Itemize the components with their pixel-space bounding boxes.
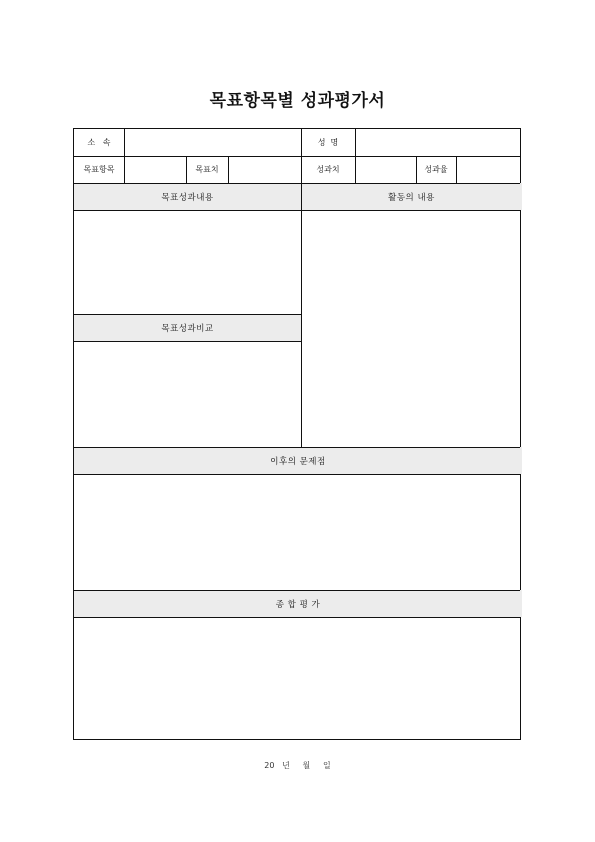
grid-line <box>456 156 457 183</box>
label-result-rate: 성과율 <box>424 165 448 174</box>
date-line: 20 년 월 일 <box>264 761 331 770</box>
area-activity-content[interactable] <box>301 210 522 447</box>
grid-line <box>74 617 520 618</box>
grid-line <box>74 156 520 157</box>
field-target-value[interactable] <box>228 156 301 183</box>
document-title: 목표항목별 성과평가서 <box>209 91 386 111</box>
area-target-content[interactable] <box>74 210 301 314</box>
grid-line <box>124 129 125 183</box>
grid-line <box>74 341 301 342</box>
field-affiliation[interactable] <box>124 129 301 156</box>
label-target-value: 목표치 <box>195 165 219 174</box>
field-result-value[interactable] <box>355 156 416 183</box>
grid-line <box>74 183 520 184</box>
header-activity-content: 활동의 내용 <box>301 183 522 210</box>
label-name: 성 명 <box>317 138 339 147</box>
area-future-issues[interactable] <box>74 474 522 590</box>
header-target-compare: 목표성과비교 <box>74 314 301 341</box>
grid-line <box>74 590 520 591</box>
area-target-compare[interactable] <box>74 341 301 447</box>
grid-line <box>355 129 356 183</box>
grid-line <box>301 129 302 447</box>
field-result-rate[interactable] <box>456 156 522 183</box>
grid-line <box>74 474 520 475</box>
label-result-value: 성과치 <box>316 165 340 174</box>
area-overall[interactable] <box>74 617 522 739</box>
field-name[interactable] <box>355 129 522 156</box>
header-overall: 종 합 평 가 <box>74 590 522 617</box>
field-target-item[interactable] <box>124 156 186 183</box>
grid-line <box>186 156 187 183</box>
label-target-item: 목표항목 <box>83 165 115 174</box>
evaluation-form <box>73 128 521 740</box>
header-target-content: 목표성과내용 <box>74 183 301 210</box>
grid-line <box>228 156 229 183</box>
grid-line <box>74 314 301 315</box>
header-future-issues: 이후의 문제점 <box>74 447 522 474</box>
label-affiliation: 소 속 <box>87 138 111 147</box>
grid-line <box>74 447 520 448</box>
grid-line <box>416 156 417 183</box>
grid-line <box>74 210 520 211</box>
